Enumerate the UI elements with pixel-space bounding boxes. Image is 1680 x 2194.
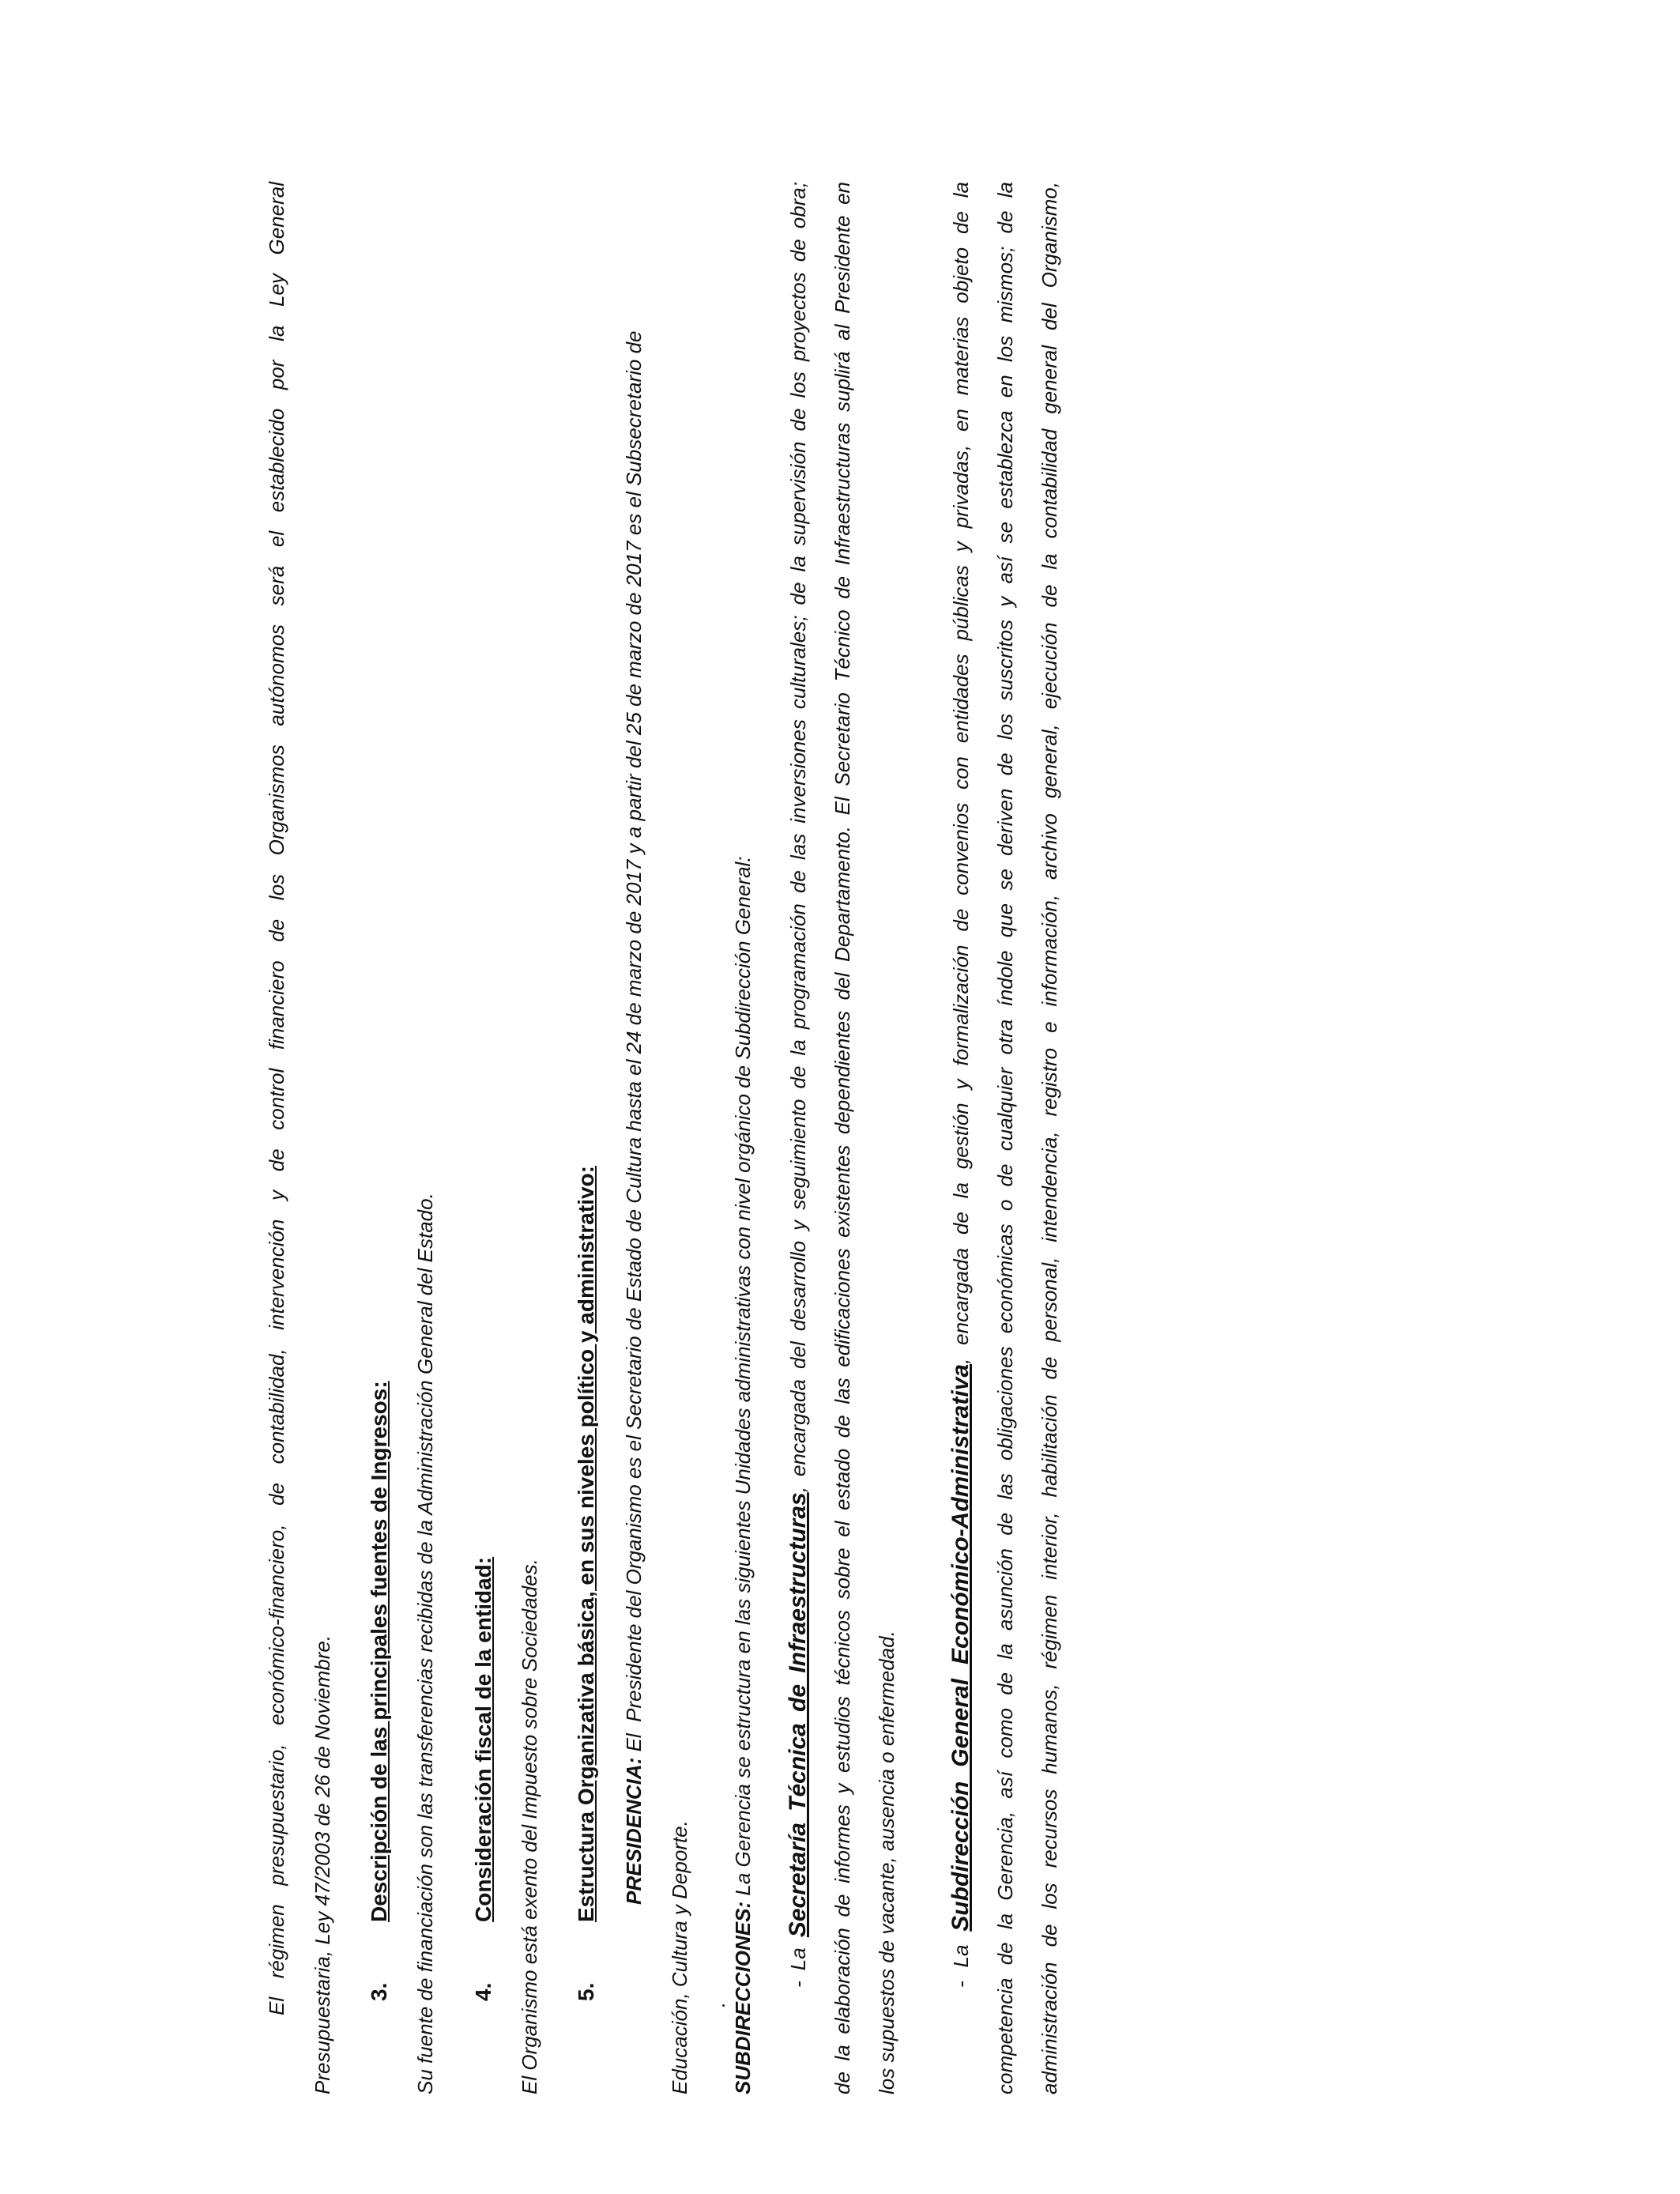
sti-prefix: - La [786,1937,810,1988]
stray-dot: . [706,2001,729,2007]
sti-line-1 [782,182,814,2094]
subdirecciones-label: SUBDIRECCIONES: [731,1901,755,2094]
intro-paragraph-line-2 [307,182,338,2094]
section-4-text: El Organismo está exento del Impuesto sobre Sociedades. [518,1559,541,2094]
sti-line-2 [827,182,858,2094]
presidencia-text-2: Educación, Cultura y Deporte. [668,1820,691,2094]
intro-paragraph-line-1 [261,182,292,2094]
section-4-heading [468,182,499,2094]
section-4-body [514,182,545,2094]
sti-line-3 [871,182,902,2094]
presidencia-line-2 [664,182,695,2094]
sti-text-1: , encargada del desarrollo y seguimiento de la programación de las inversiones culturales; de la supervisión de los proyectos de obra; [786,182,810,1493]
section-3-body [409,182,441,2094]
section-4-title: Consideración fiscal de la entidad: [471,1556,495,1922]
section-5-title: Estructura Organizativa básica, en sus niveles político y administrativo: [574,1166,598,1922]
presidencia-label: PRESIDENCIA: [622,1757,646,1905]
sti-text-2: de la elaboración de informes y estudios técnicos sobre el estado de las edificaciones existentes dependientes del Departamento. El Secretario Técnico de Infraestructuras suplirá al Presidente en [831,182,854,2094]
sti-name: Secretaría Técnica de Infraestructuras [785,1492,811,1938]
sti-text-3: los supuestos de vacante, ausencia o enfermedad. [875,1630,898,2094]
sgea-text-1: , encargada de la gestión y formalización de convenios con entidades públicas y privadas, en materias objeto de la [949,182,973,1364]
section-5-heading [571,182,602,2094]
subdirecciones-line [727,182,759,2094]
sgea-line-3 [1034,182,1065,2094]
intro-text-2: Presupuestaria, Ley 47/2003 de 26 de Noviembre. [311,1634,334,2094]
sgea-line-1 [945,182,977,2094]
sgea-line-2 [989,182,1021,2094]
section-3-number: 3. [367,1982,391,2001]
presidencia-line-1 [618,182,650,2094]
section-4-number: 4. [471,1982,495,2001]
subdirecciones-text: La Gerencia se estructura en las siguientes Unidades administrativas con nivel orgánico de Subdirección General: [731,856,755,1902]
sgea-name: Subdirección General Económico-Administrativa [947,1363,974,1932]
sgea-text-2: competencia de la Gerencia, así como de la asunción de las obligaciones económicas o de cualquier otra índole que se deriven de los suscritos y así se establezca en los mismos; de la [993,182,1017,2094]
sgea-prefix: - La [949,1931,973,1988]
section-5-number: 5. [574,1982,598,2001]
rotated-document-page [261,182,1335,2094]
presidencia-text-1: El Presidente del Organismo es el Secretario de Estado de Cultura hasta el 24 de marzo de 2017 y a partir del 25 de marzo de 2017 es el Subsecretario de [622,330,646,1758]
section-3-text: Su fuente de financiación son las transferencias recibidas de la Administración General del Estado. [413,1193,437,2094]
sgea-text-3: administración de los recursos humanos, régimen interior, habilitación de personal, intendencia, registro e información, archivo general, ejecución de la contabilidad general del Organismo, [1038,182,1061,2094]
section-3-title: Descripción de las principales fuentes de Ingresos: [367,1381,391,1922]
section-3-heading [363,182,395,2094]
intro-text-1: El régimen presupuestario, económico-financiero, de contabilidad, intervención y de control financiero de los Organismos autónomos será el establecido por la Ley General [265,182,288,2015]
